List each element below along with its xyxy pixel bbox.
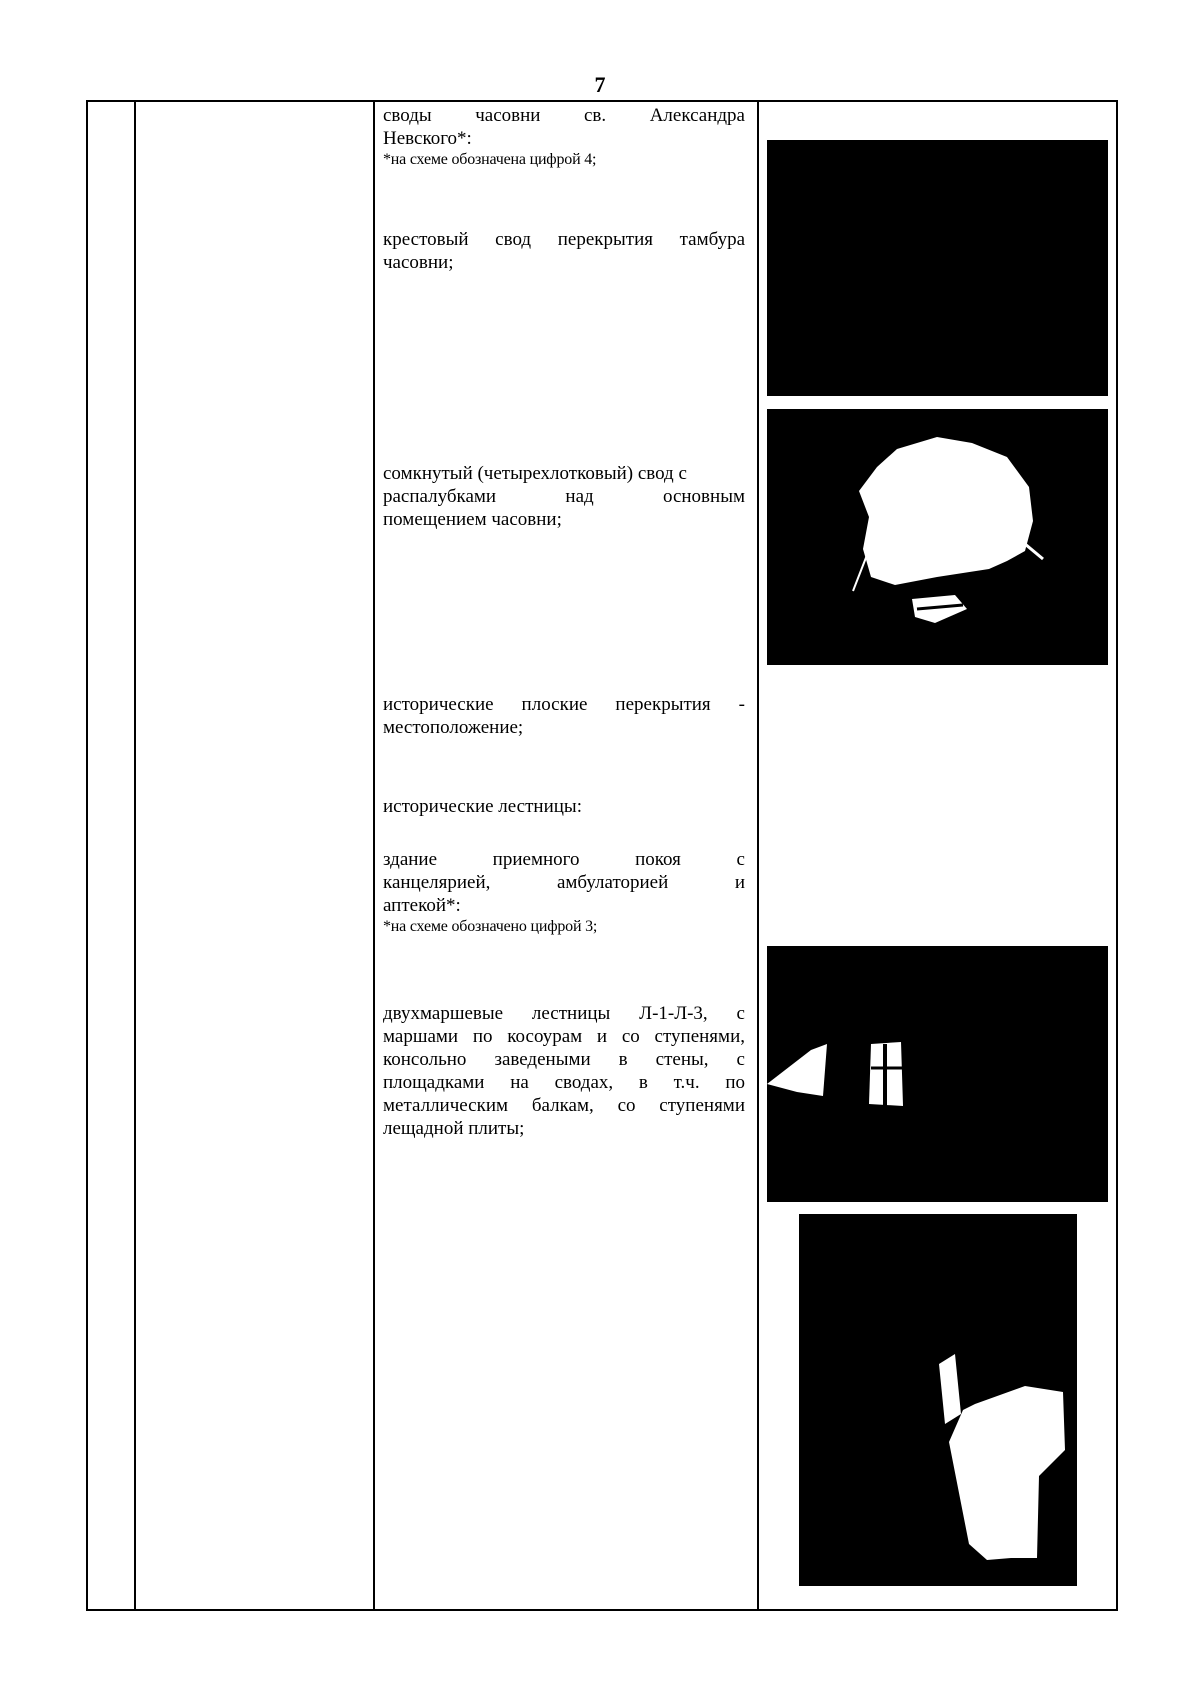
entry-cross-vault: крестовый свод перекрытия тамбура часовни; [383, 229, 745, 273]
entry-title: своды часовни св. Александра [383, 105, 745, 126]
entry-chapel-vaults [383, 104, 745, 170]
cross-vault-photo [767, 140, 1108, 396]
column-divider [373, 102, 375, 1609]
entry-historic-stairs: исторические лестницы: [383, 796, 582, 817]
entry-flat-ceilings: исторические плоские перекрытия - местоположение; [383, 694, 745, 738]
stair-window-photo [767, 946, 1108, 1202]
entry-admission-building: здание приемного покоя с канцелярией, амбулаторией и аптекой*: *на схеме обозначено цифрой 3; [383, 849, 745, 935]
entry-title-line2: Невского*: [383, 128, 472, 149]
column-divider [757, 102, 759, 1609]
scheme-note: *на схеме обозначено цифрой 3; [383, 918, 598, 935]
entry-two-flight-stairs: двухмаршевые лестницы Л-1-Л-3, с маршами по косоурам и со ступенями, консольно заведеными в стены, с площадками на сводах, в т.ч. по металлическим балкам, со ступенями лещадной плиты; [383, 1003, 745, 1139]
scheme-note: *на схеме обозначена цифрой 4; [383, 151, 597, 168]
description-column [383, 104, 745, 1604]
page-number: 7 [594, 72, 606, 97]
cloister-vault-photo [767, 409, 1108, 665]
staircase-photo [799, 1214, 1077, 1586]
column-divider [134, 102, 136, 1609]
entry-cloister-vault: сомкнутый (четырехлотковый) свод с распалубками над основным помещением часовни; [383, 463, 745, 530]
